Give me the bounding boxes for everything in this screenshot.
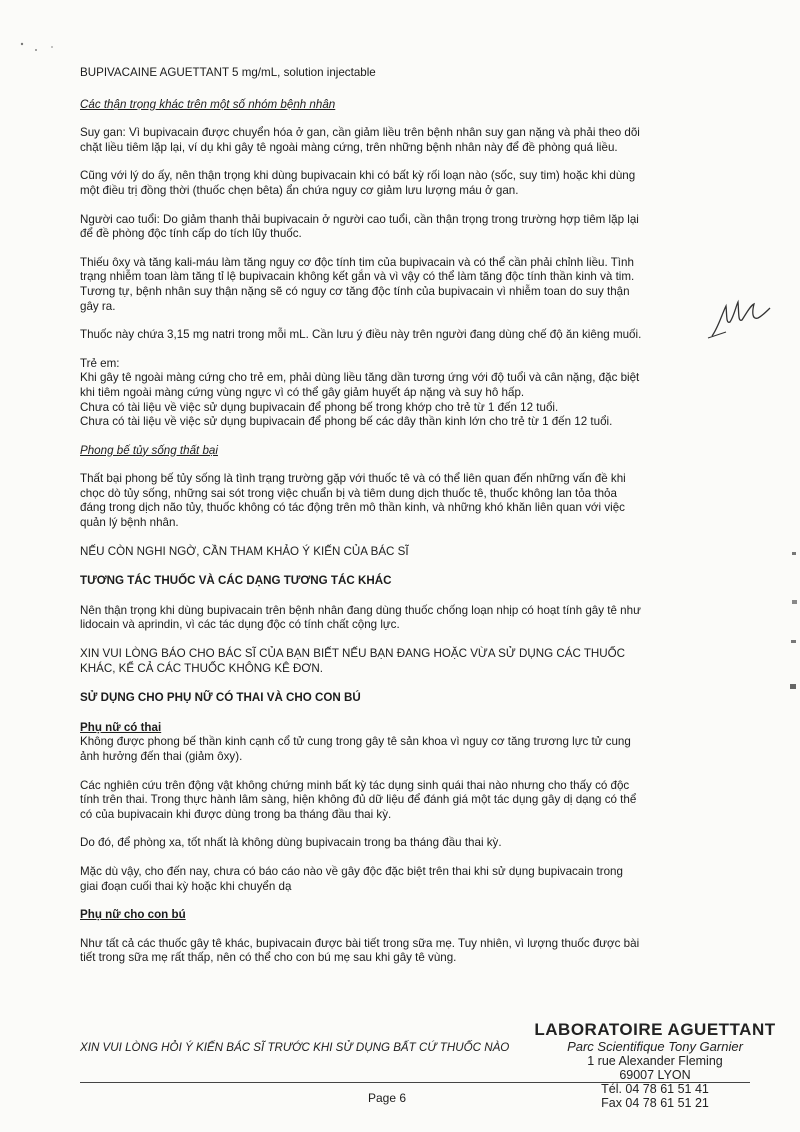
- stamp-tel: Tél. 04 78 61 51 41: [601, 1082, 709, 1096]
- text-line: khi tiêm ngoài màng cứng vùng ngực vì có thể gây giảm huyết áp nặng và suy hô hấp.: [80, 385, 525, 399]
- text-line: Do đó, để phòng xa, tốt nhất là không dùng bupivacain trong ba tháng đầu thai kỳ.: [80, 836, 502, 850]
- paragraph-precaution-first-trimester: [80, 836, 736, 851]
- text-line: Như tất cả các thuốc gây tê khác, bupivacain được bài tiết trong sữa mẹ. Tuy nhiên, vì lượng thuốc được bài: [80, 936, 640, 950]
- text-line: Thuốc này chứa 3,15 mg natri trong mỗi mL. Cần lưu ý điều này trên người đang dùng chế độ ăn kiêng muối.: [80, 328, 642, 342]
- signature-mark: [706, 292, 776, 342]
- text-line: lidocain và aprindin, vì các tác dụng độc có tính chất cộng lực.: [80, 618, 400, 632]
- paragraph-shock: [80, 169, 736, 198]
- footer-rule: [80, 1082, 750, 1083]
- paragraph-children: [80, 357, 736, 430]
- paragraph-animal-studies: [80, 779, 736, 823]
- paragraph-spinal-failure: [80, 472, 736, 530]
- paragraph-late-pregnancy: [80, 865, 736, 894]
- text-line: Mặc dù vậy, cho đến nay, chưa có báo cáo nào về gây độc đặc biệt trên thai khi sử dụng bupivacain trong: [80, 864, 623, 878]
- text-line: ảnh hưởng đến thai (giảm ôxy).: [80, 750, 243, 763]
- stamp-company-name: LABORATOIRE AGUETTANT: [534, 1020, 776, 1039]
- text-line: tiết trong sữa mẹ rất thấp, nên có thể cho con bú mẹ sau khi gây tê vùng.: [80, 951, 457, 965]
- text-line: chọc dò tủy sống, những sai sót trong việc chuẩn bị và tiêm dung dịch thuốc tê, thuốc không lan tỏa thỏa: [80, 486, 617, 500]
- text-line: tính trên thai. Trong thực hành lâm sàng, hiện không đủ dữ liệu để đánh giá một tác dụng gây dị dạng có thể: [80, 793, 637, 807]
- text-line: Trẻ em:: [80, 356, 120, 370]
- paragraph-hypoxia: [80, 256, 736, 314]
- paragraph-breastfeeding: [80, 937, 736, 966]
- stamp-fax: Fax 04 78 61 51 21: [601, 1096, 709, 1110]
- text-line: Các nghiên cứu trên động vật không chứng minh bất kỳ tác dụng sinh quái thai nào nhưng cho thấy có độc: [80, 778, 630, 792]
- stamp-park: Parc Scientifique Tony Garnier: [567, 1039, 743, 1054]
- subsection-title-breastfeeding: Phụ nữ cho con bú: [80, 908, 186, 922]
- text-line: Khi gây tê ngoài màng cứng cho trẻ em, phải dùng liều tăng dần tương ứng với độ tuổi và cân nặng, đặc biệt: [80, 371, 640, 385]
- text-line: đáng trong dịch não tủy, thuốc không có tác động trên mô thần kinh, và những khó khăn liên quan với việc: [80, 501, 625, 515]
- text-line: Chưa có tài liệu về việc sử dụng bupivacain để phong bế trong khớp cho trẻ từ 1 đến 12 tuổi.: [80, 400, 559, 414]
- text-line: Thất bại phong bế tủy sống là tình trạng trường gặp với thuốc tê và có thể liên quan đến những vấn đề khi: [80, 472, 626, 486]
- paragraph-paracervical: [80, 735, 736, 764]
- paragraph-liver: [80, 126, 736, 155]
- text-line: Suy gan: Vì bupivacain được chuyển hóa ở gan, cần giảm liều trên bệnh nhân suy gan nặng và phải theo dõi: [80, 126, 640, 140]
- text-line: Cũng với lý do ấy, nên thận trọng khi dùng bupivacain khi có bất kỳ rối loạn nào (sốc, suy tim) hoặc khi dùng: [80, 169, 636, 183]
- paragraph-interactions: [80, 604, 736, 633]
- text-line: Tương tự, bệnh nhân suy thận nặng sẽ có nguy cơ tăng độc tính của bupivacain vì nhiễm toan do suy thận: [80, 284, 630, 298]
- stamp-city: 69007 LYON: [619, 1068, 691, 1082]
- text-line: Người cao tuổi: Do giảm thanh thải bupivacain ở người cao tuổi, cần thận trọng trong trường hợp tiêm lặp lại: [80, 212, 639, 226]
- text-line: Chưa có tài liệu về việc sử dụng bupivacain để phong bế các dây thần kinh lớn cho trẻ từ 1 đến 12 tuổi.: [80, 415, 613, 429]
- notice-consult-doctor: NẾU CÒN NGHI NGỜ, CẦN THAM KHẢO Ý KIẾN CỦA BÁC SĨ: [80, 544, 409, 558]
- product-header: BUPIVACAINE AGUETTANT 5 mg/mL, solution injectable: [80, 66, 376, 79]
- section-title-pregnancy: SỬ DỤNG CHO PHỤ NỮ CÓ THAI VÀ CHO CON BÚ: [80, 691, 361, 705]
- stamp-address: 1 rue Alexander Fleming: [587, 1054, 723, 1068]
- text-line: một điều trị đồng thời (thuốc chẹn bêta) ẩn chứa nguy cơ giảm lưu lượng máu ở gan.: [80, 183, 519, 197]
- section-title-interactions: TƯƠNG TÁC THUỐC VÀ CÁC DẠNG TƯƠNG TÁC KHÁC: [80, 574, 392, 588]
- text-line: Thiếu ôxy và tăng kali-máu làm tăng nguy cơ độc tính tim của bupivacain và có thể cần phải chỉnh liều. Tình: [80, 255, 634, 269]
- text-line: để đề phòng độc tính cấp do tích lũy thuốc.: [80, 227, 302, 241]
- text-line: có của bupivacain khi được dùng trong ba tháng đầu thai kỳ.: [80, 807, 392, 821]
- text-line: chặt liều tiêm lặp lại, ví dụ khi gây tê ngoài màng cứng, trên những bệnh nhân này để đề phòng quá liều.: [80, 140, 618, 154]
- text-line: giai đoạn cuối thai kỳ hoặc khi chuyển dạ: [80, 879, 292, 893]
- text-line: quản lý bệnh nhân.: [80, 516, 179, 530]
- text-line: trạng nhiễm toan làm tăng tỉ lệ bupivacain không kết gắn và vì vậy có thể làm tăng độc tính thần kinh và tim.: [80, 270, 635, 284]
- text-line: XIN VUI LÒNG BÁO CHO BÁC SĨ CỦA BẠN BIẾT NẾU BẠN ĐANG HOẶC VỪA SỬ DỤNG CÁC THUỐC: [80, 647, 626, 661]
- section-title-spinal-block: Phong bế tủy sống thất bại: [80, 443, 218, 457]
- text-line: Nên thận trọng khi dùng bupivacain trên bệnh nhân đang dùng thuốc chống loạn nhịp có hoạt tính gây tê như: [80, 603, 641, 617]
- paragraph-elderly: [80, 213, 736, 242]
- text-line: KHÁC, KỂ CẢ CÁC THUỐC KHÔNG KÊ ĐƠN.: [80, 661, 323, 675]
- document-body: [80, 66, 736, 966]
- text-line: Không được phong bế thần kinh cạnh cổ tử cung trong gây tê sản khoa vì nguy cơ tăng trương lực tử cung: [80, 735, 631, 749]
- notice-ask-doctor: XIN VUI LÒNG HỎI Ý KIẾN BÁC SĨ TRƯỚC KHI SỬ DỤNG BẤT CỨ THUỐC NÀO: [80, 1041, 510, 1054]
- section-title-precautions: Các thận trọng khác trên một số nhóm bệnh nhân: [80, 97, 336, 111]
- notice-inform-doctor: [80, 647, 736, 676]
- subsection-title-pregnant: Phụ nữ có thai: [80, 720, 162, 734]
- company-stamp: [530, 1020, 780, 1110]
- paragraph-sodium: [80, 328, 736, 343]
- text-line: gây ra.: [80, 299, 116, 313]
- page-number: Page 6: [368, 1091, 407, 1105]
